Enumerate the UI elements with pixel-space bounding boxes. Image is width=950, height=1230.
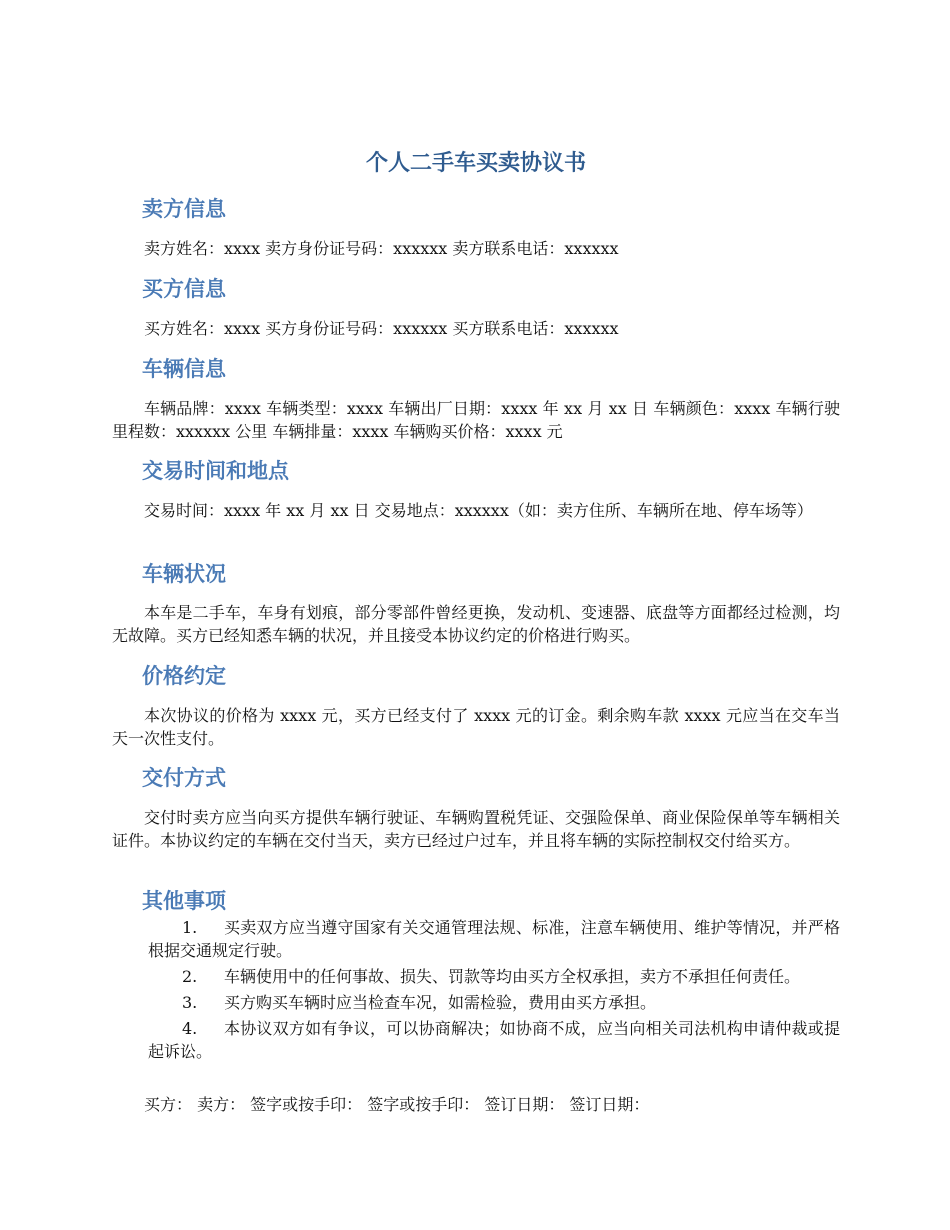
heading-price-agreement: 价格约定 [142, 664, 226, 688]
trade-time-place-text: 交易时间：xxxx 年 xx 月 xx 日 交易地点：xxxxxx（如：卖方住所、车辆所在地、停车场等） [144, 501, 813, 520]
list-item-number: 3. [182, 993, 198, 1012]
delivery-method-text: 交付时卖方应当向买方提供车辆行驶证、车辆购置税凭证、交强险保单、商业保险保单等车辆相关证件。本协议约定的车辆在交付当天，卖方已经过户过车，并且将车辆的实际控制权交付给买方。 [112, 808, 840, 850]
document-title: 个人二手车买卖协议书 [365, 151, 586, 176]
document-page [112, 0, 840, 1230]
seller-info-text: 卖方姓名：xxxx 卖方身份证号码：xxxxxx 卖方联系电话：xxxxxx [144, 239, 619, 258]
heading-other-matters: 其他事项 [142, 889, 226, 913]
list-item [148, 965, 840, 988]
signature-line: 买方： 卖方： 签字或按手印： 签字或按手印： 签订日期： 签订日期： [144, 1095, 650, 1114]
list-item-text: 车辆使用中的任何事故、损失、罚款等均由买方全权承担，卖方不承担任何责任。 [224, 967, 801, 986]
heading-seller-info: 卖方信息 [142, 197, 226, 221]
heading-buyer-info: 买方信息 [142, 277, 226, 301]
list-item [148, 991, 840, 1014]
vehicle-info-text: 车辆品牌：xxxx 车辆类型：xxxx 车辆出厂日期：xxxx 年 xx 月 xx 日 车辆颜色：xxxx 车辆行驶里程数：xxxxxx 公里 车辆排量：xxxx 车辆购买价格：xxxx 元 [112, 399, 840, 441]
price-agreement-text: 本次协议的价格为 xxxx 元，买方已经支付了 xxxx 元的订金。剩余购车款 xxxx 元应当在交车当天一次性支付。 [112, 706, 840, 748]
list-item-number: 1. [182, 918, 198, 937]
list-item [148, 1017, 840, 1063]
vehicle-condition-text: 本车是二手车，车身有划痕，部分零部件曾经更换，发动机、变速器、底盘等方面都经过检测，均无故障。买方已经知悉车辆的状况，并且接受本协议约定的价格进行购买。 [112, 603, 840, 645]
list-item-text: 买方购买车辆时应当检查车况，如需检验，费用由买方承担。 [224, 993, 657, 1012]
list-item-number: 2. [182, 967, 198, 986]
list-item-text: 本协议双方如有争议，可以协商解决；如协商不成，应当向相关司法机构申请仲裁或提起诉讼。 [148, 1019, 840, 1061]
buyer-info-text: 买方姓名：xxxx 买方身份证号码：xxxxxx 买方联系电话：xxxxxx [144, 319, 619, 338]
heading-vehicle-info: 车辆信息 [142, 357, 226, 381]
list-item-number: 4. [182, 1019, 198, 1038]
list-item-text: 买卖双方应当遵守国家有关交通管理法规、标准，注意车辆使用、维护等情况，并严格根据交通规定行驶。 [148, 918, 840, 960]
other-matters-list [148, 916, 840, 1066]
heading-vehicle-condition: 车辆状况 [142, 562, 226, 586]
list-item [148, 916, 840, 962]
heading-trade-time-place: 交易时间和地点 [142, 459, 289, 483]
heading-delivery-method: 交付方式 [142, 766, 226, 790]
